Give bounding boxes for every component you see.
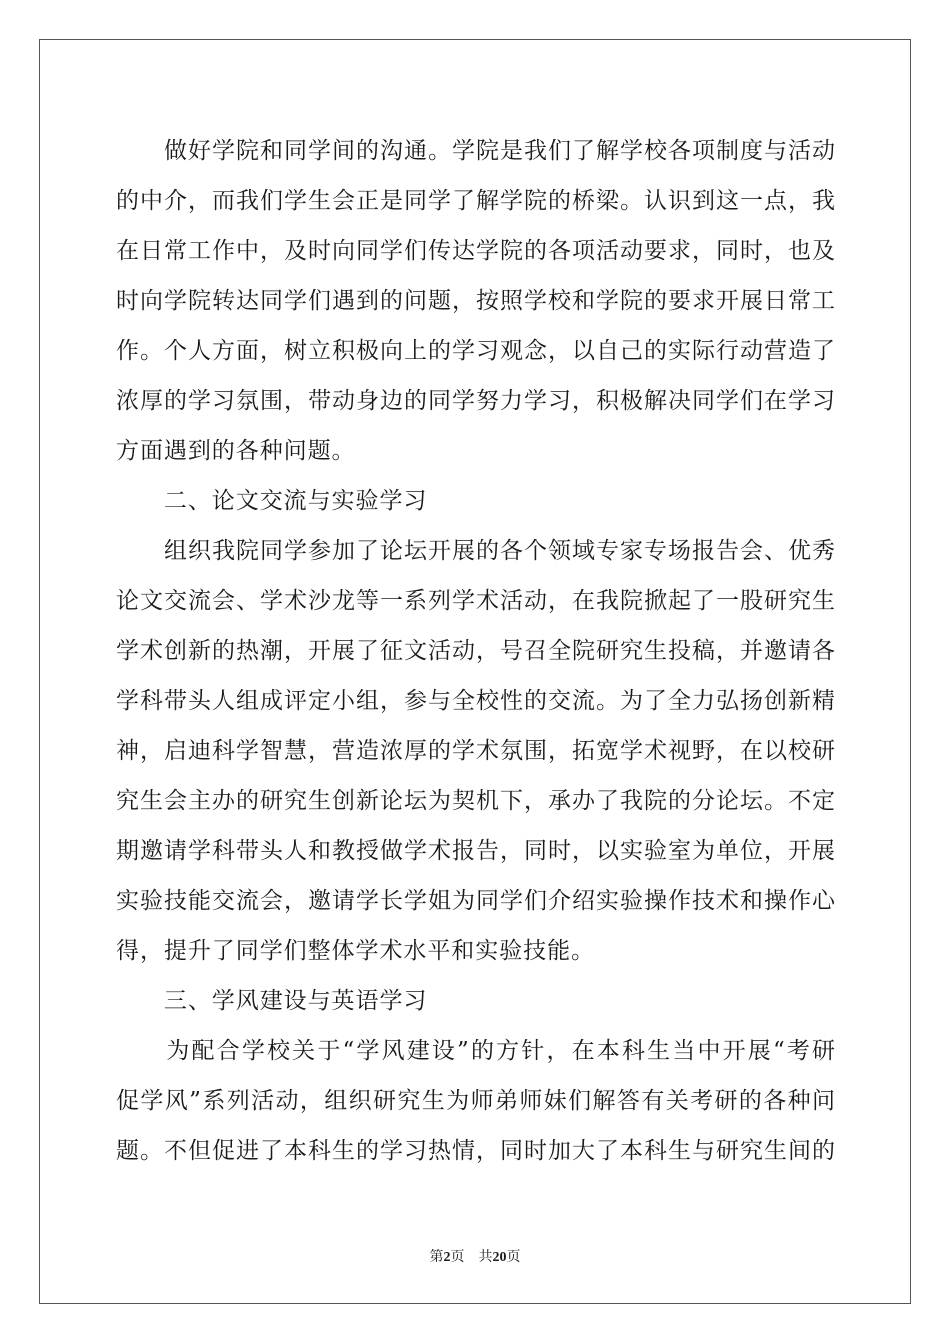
- page-prefix: 第: [429, 1250, 444, 1265]
- text-line: 方面遇到的各种问题。: [116, 438, 356, 464]
- text-line: 促学风”系列活动，组织研究生为师弟师妹们解答有关考研的各种问: [116, 1088, 836, 1114]
- text-line: 三、学风建设与英语学习: [116, 988, 428, 1014]
- text-line: 实验技能交流会，邀请学长学姐为同学们介绍实验操作技术和操作心: [116, 888, 836, 914]
- page-suffix: 页: [450, 1250, 465, 1265]
- total-page-count: 20: [492, 1250, 507, 1265]
- text-line: 学术创新的热潮，开展了征文活动，号召全院研究生投稿，并邀请各: [116, 638, 836, 664]
- text-line: 在日常工作中，及时向同学们传达学院的各项活动要求，同时，也及: [116, 238, 836, 264]
- text-line: 的中介，而我们学生会正是同学了解学院的桥梁。认识到这一点，我: [116, 188, 836, 214]
- text-line: 浓厚的学习氛围，带动身边的同学努力学习，积极解决同学们在学习: [116, 388, 836, 414]
- total-suffix: 页: [506, 1250, 521, 1265]
- text-line: 神，启迪科学智慧，营造浓厚的学术氛围，拓宽学术视野，在以校研: [116, 738, 836, 764]
- total-prefix: 共: [478, 1250, 493, 1265]
- document-body: [116, 126, 836, 1176]
- text-line: 题。不但促进了本科生的学习热情，同时加大了本科生与研究生间的: [116, 1138, 836, 1164]
- text-line: 得，提升了同学们整体学术水平和实验技能。: [116, 938, 595, 964]
- text-line: 论文交流会、学术沙龙等一系列学术活动，在我院掀起了一股研究生: [116, 588, 836, 614]
- text-line: 二、论文交流与实验学习: [116, 488, 428, 514]
- text-line: 学科带头人组成评定小组，参与全校性的交流。为了全力弘扬创新精: [116, 688, 836, 714]
- current-page-number: 2: [443, 1250, 451, 1265]
- text-line: 期邀请学科带头人和教授做学术报告，同时，以实验室为单位，开展: [116, 838, 836, 864]
- text-line: 究生会主办的研究生创新论坛为契机下，承办了我院的分论坛。不定: [116, 788, 836, 814]
- text-line: 组织我院同学参加了论坛开展的各个领域专家专场报告会、优秀: [116, 538, 836, 564]
- text-line: 作。个人方面，树立积极向上的学习观念，以自己的实际行动营造了: [116, 338, 836, 364]
- text-line: 做好学院和同学间的沟通。学院是我们了解学校各项制度与活动: [116, 138, 836, 164]
- page-footer: [0, 1246, 950, 1266]
- text-line: 时向学院转达同学们遇到的问题，按照学校和学院的要求开展日常工: [116, 288, 836, 314]
- text-line: 为配合学校关于“学风建设”的方针，在本科生当中开展“考研: [116, 1038, 836, 1064]
